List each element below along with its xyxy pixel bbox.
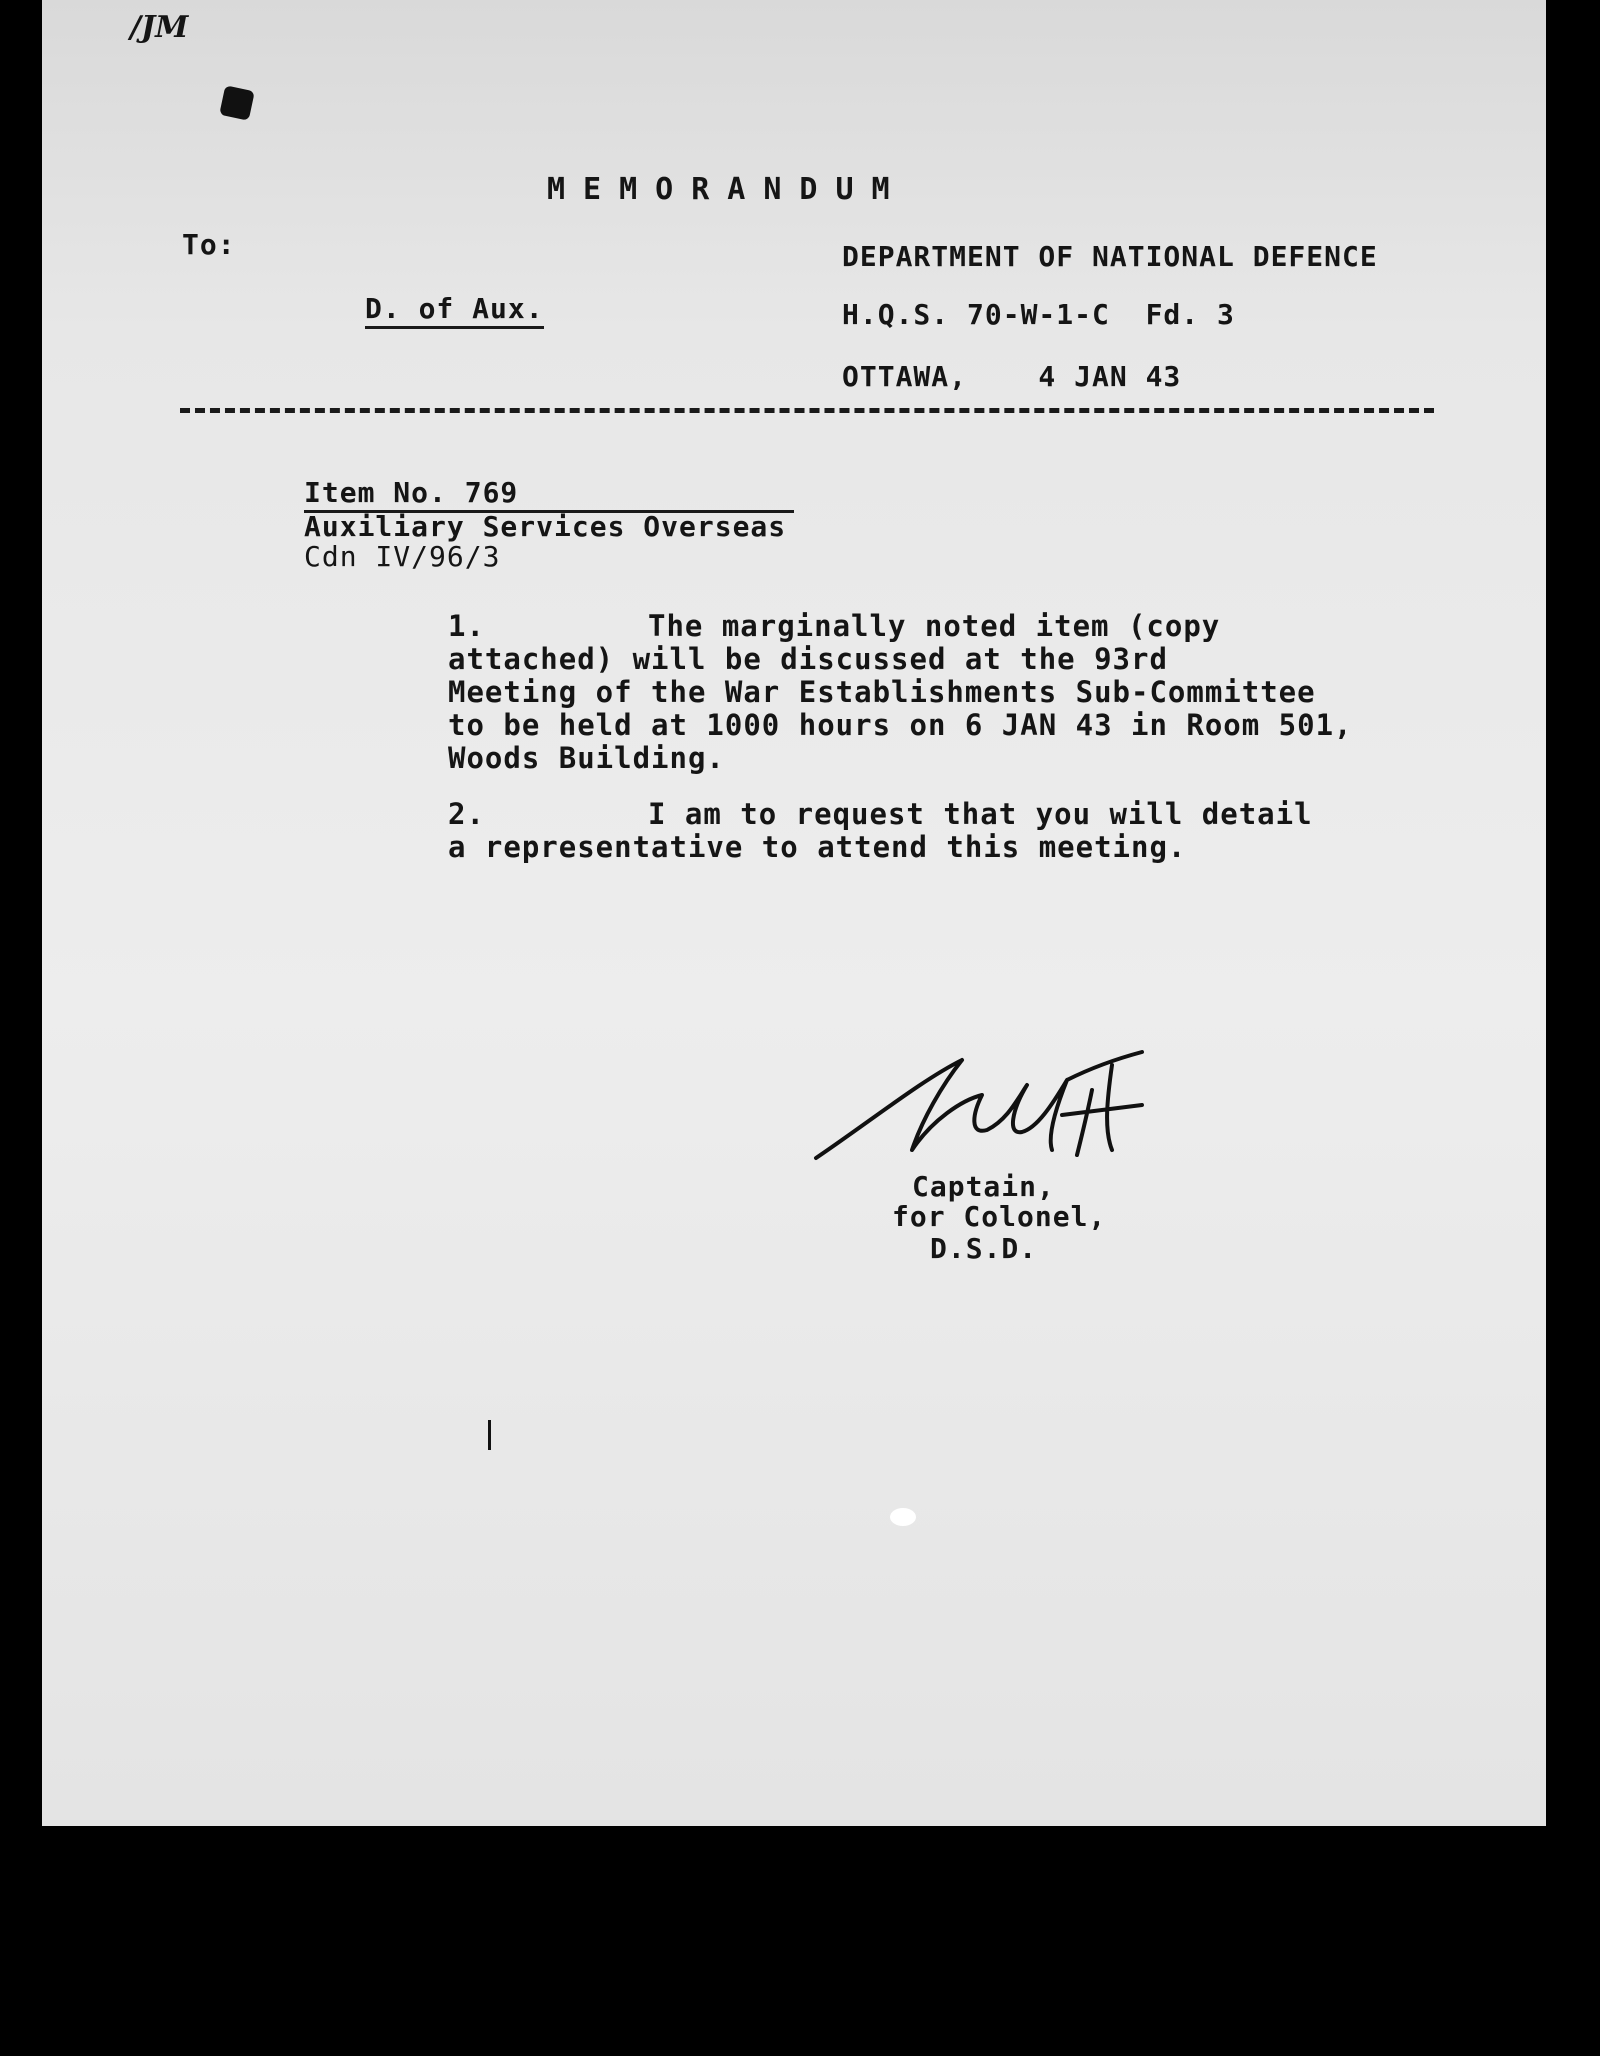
department-name: DEPARTMENT OF NATIONAL DEFENCE [842, 240, 1378, 273]
paragraph-1 [448, 610, 1353, 775]
signature-for: for Colonel, [892, 1200, 1107, 1233]
recipient: D. of Aux. [365, 292, 544, 329]
place-date: OTTAWA, 4 JAN 43 [842, 360, 1182, 393]
header-divider [180, 408, 1434, 413]
paragraph-2-line: I am to request that you will detail [648, 797, 1313, 831]
paper-spot [890, 1508, 916, 1526]
paragraph-1-line: to be held at 1000 hours on 6 JAN 43 in Room 501, [448, 708, 1353, 742]
paragraph-2-line: a representative to attend this meeting. [448, 830, 1187, 864]
to-label: To: [182, 228, 236, 261]
item-reference: Cdn IV/96/3 [304, 540, 501, 573]
signature-title: Captain, [912, 1170, 1055, 1203]
handwritten-signature [812, 1040, 1212, 1170]
item-subject: Auxiliary Services Overseas [304, 510, 787, 543]
signature-office: D.S.D. [930, 1232, 1038, 1265]
ink-blot [219, 85, 255, 121]
paragraph-2-number: 2. [448, 797, 485, 831]
paragraph-1-line: attached) will be discussed at the 93rd [448, 642, 1168, 676]
stray-mark [488, 1420, 491, 1450]
paragraph-1-line: Woods Building. [448, 741, 725, 775]
document-page [42, 0, 1546, 1826]
memo-title: MEMORANDUM [547, 172, 908, 207]
file-reference: H.Q.S. 70-W-1-C Fd. 3 [842, 298, 1235, 331]
item-number: Item No. 769 [304, 476, 794, 513]
paragraph-1-line: Meeting of the War Establishments Sub-Committee [448, 675, 1316, 709]
paragraph-2 [448, 798, 1313, 864]
paragraph-1-number: 1. [448, 609, 485, 643]
corner-mark: /JM [130, 10, 189, 45]
paragraph-1-line: The marginally noted item (copy [648, 609, 1221, 643]
